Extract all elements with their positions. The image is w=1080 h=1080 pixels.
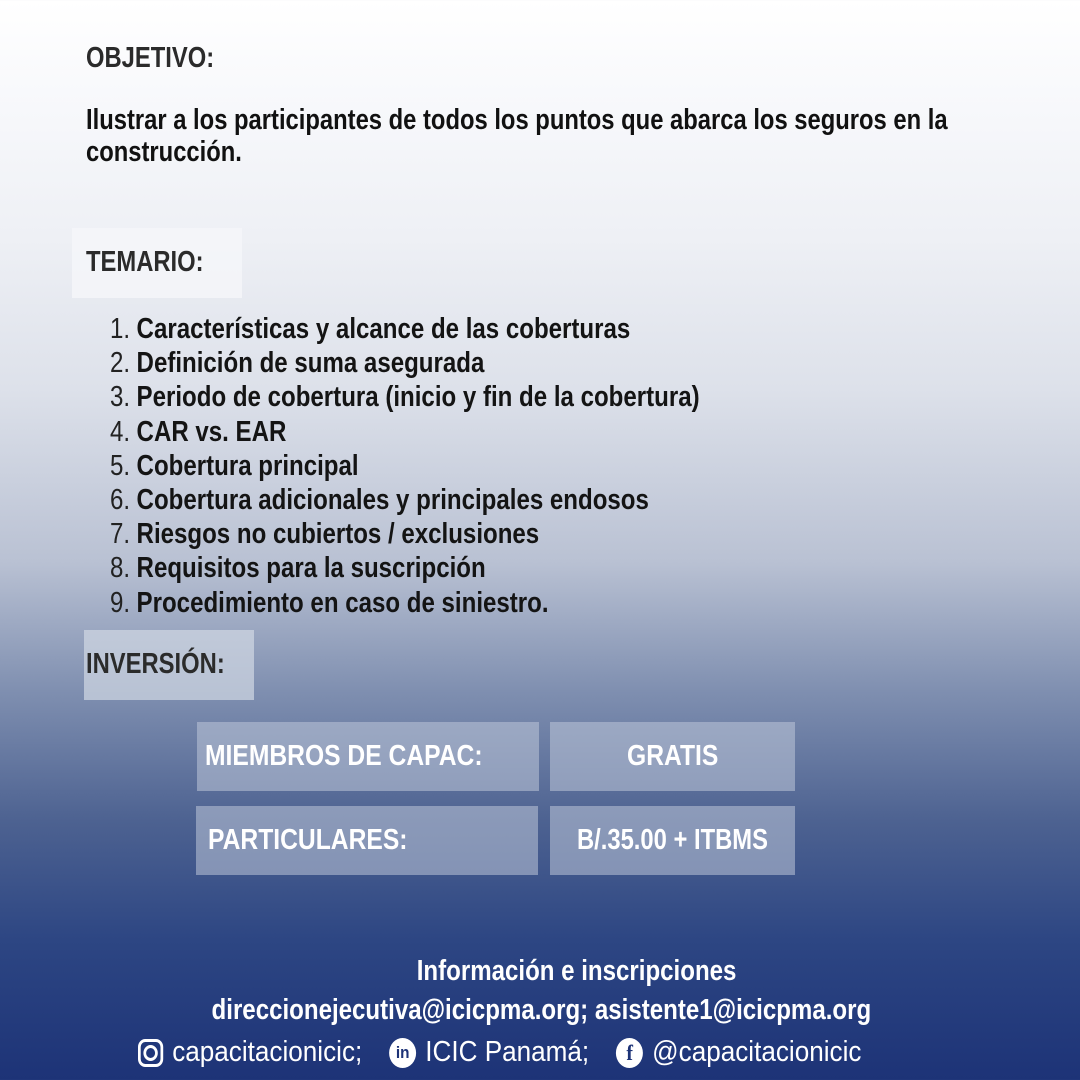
linkedin-handle[interactable]: ICIC Panamá;	[425, 1036, 590, 1068]
price-value-members: GRATIS	[550, 722, 795, 791]
price-value-individuals: B/.35.00 + ITBMS	[550, 806, 795, 875]
list-item: 5. Cobertura principal	[110, 449, 359, 482]
list-item: 7. Riesgos no cubiertos / exclusiones	[110, 518, 540, 551]
list-item: 9. Procedimiento en caso de siniestro.	[110, 586, 549, 619]
footer-emails[interactable]: direccionejecutiva@icicpma.org; asistente1@icicpma.org	[211, 994, 871, 1026]
social-links	[138, 1036, 942, 1069]
instagram-handle[interactable]: capacitacionicic;	[172, 1036, 363, 1068]
list-item: 1. Características y alcance de las coberturas	[110, 313, 631, 345]
list-item: 3. Periodo de cobertura (inicio y fin de la cobertura)	[110, 381, 700, 414]
footer-title: Información e inscripciones	[417, 955, 737, 987]
linkedin-icon: in	[389, 1038, 416, 1068]
price-label-individuals: PARTICULARES:	[196, 806, 538, 875]
facebook-handle[interactable]: @capacitacionicic	[652, 1036, 862, 1068]
objetivo-text: Ilustrar a los participantes de todos los puntos que abarca los seguros en la construcción.	[86, 104, 948, 168]
list-item: 8. Requisitos para la suscripción	[110, 552, 486, 585]
list-item: 6. Cobertura adicionales y principales endosos	[110, 483, 649, 516]
price-label-members: MIEMBROS DE CAPAC:	[197, 722, 539, 791]
facebook-icon: f	[616, 1038, 643, 1068]
temario-heading: TEMARIO:	[86, 246, 204, 278]
instagram-icon	[138, 1039, 163, 1067]
list-item: 4. CAR vs. EAR	[110, 415, 287, 448]
objetivo-heading: OBJETIVO:	[86, 42, 215, 74]
list-item: 2. Definición de suma asegurada	[110, 347, 485, 380]
inversion-heading: INVERSIÓN:	[86, 648, 225, 680]
temario-list	[110, 312, 820, 620]
